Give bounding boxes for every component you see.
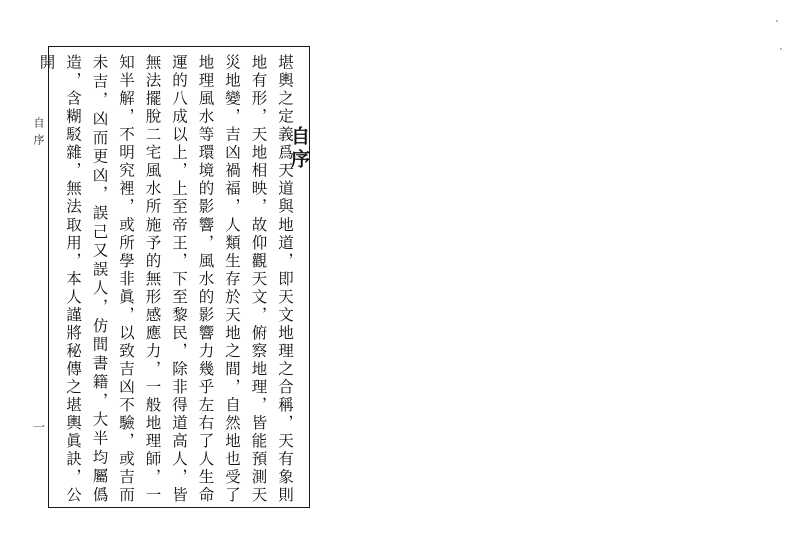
page-number: 一: [33, 420, 46, 434]
scan-speck: [776, 20, 778, 22]
scan-speck: [780, 48, 782, 50]
body-text: 堪輿之定義爲天道與地道，即天文地理之合稱，天有象則地有形，天地相映，故仰觀天文，俯察地理，皆能預測天災地變，吉凶禍福，人類生存於天地之間，自然地也受了地理風水等環境的影響，風水的影響力幾乎左右了人生命運的八成以上，上至帝王，下至黎民，除非得道高人，皆無法擺脫二宅風水所施予的無形感應力，一般地理師，一知半解，不明究裡，或所學非眞，以致吉凶不驗，或吉而未吉，凶而更凶，誤己又誤人，仿間書籍，大半均屬僞造，含糊駁雜，無法取用，本人謹將秘傳之堪輿眞訣，公開: [37, 54, 294, 504]
running-header: 自序: [32, 117, 45, 151]
page-title: 自序: [288, 126, 310, 172]
